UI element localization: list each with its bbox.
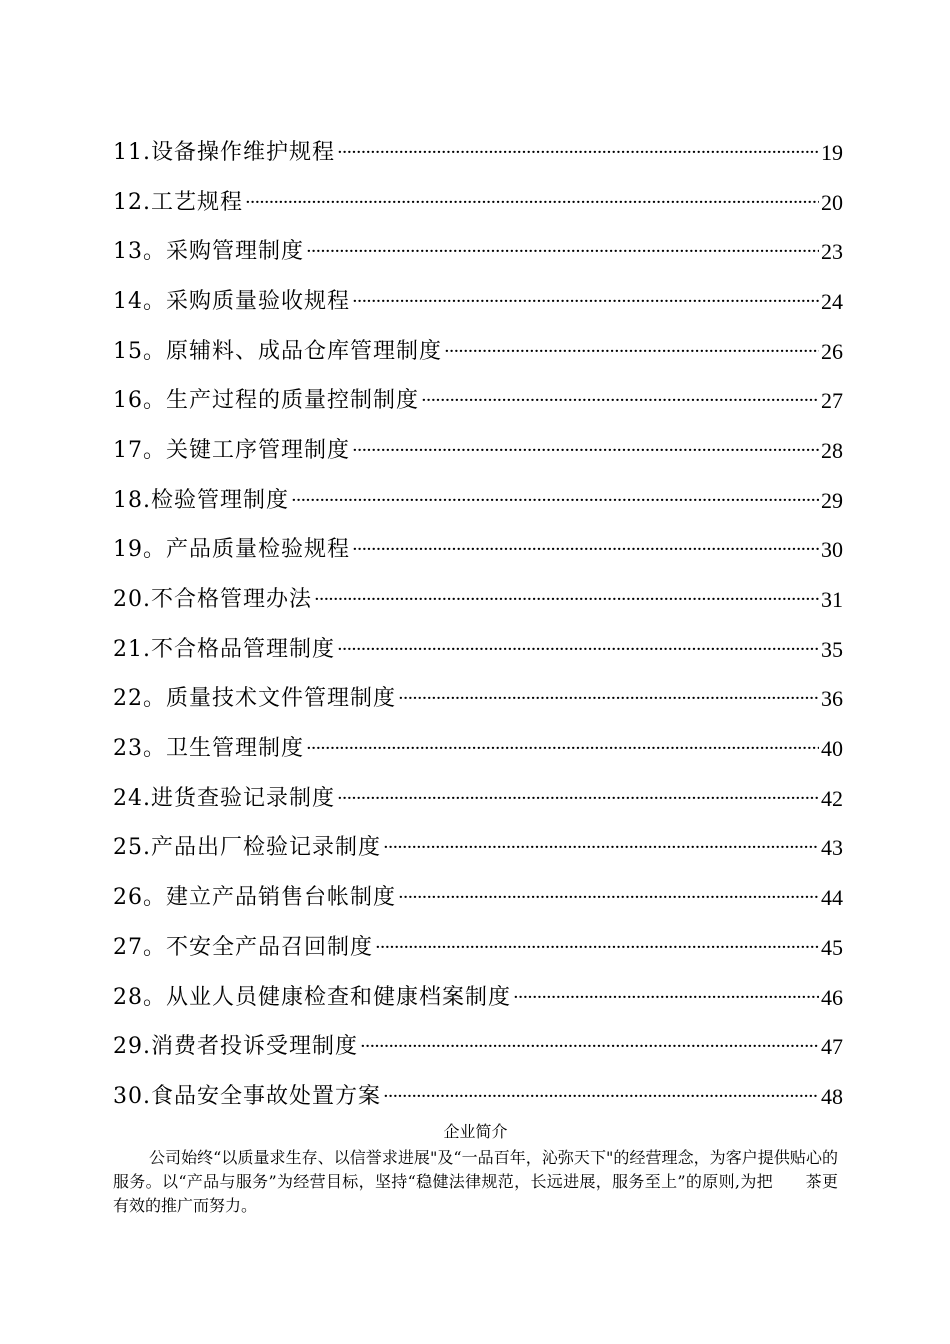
toc-entry-title: 23。卫生管理制度: [113, 736, 304, 762]
toc-entry-title: 11.设备操作维护规程: [113, 139, 335, 165]
toc-leader-dots: [352, 541, 819, 559]
toc-entry-page: 31: [821, 587, 843, 613]
toc-entry-page: 40: [821, 736, 843, 762]
toc-entry-title: 12.工艺规程: [113, 189, 243, 215]
toc-leader-dots: [360, 1038, 819, 1056]
toc-entry[interactable]: [113, 376, 843, 426]
toc-entry-page: 35: [821, 636, 843, 662]
toc-entry[interactable]: [113, 277, 843, 327]
toc-entry[interactable]: [113, 873, 843, 923]
toc-entry[interactable]: [113, 774, 843, 824]
toc-entry-title: 29.消费者投诉受理制度: [113, 1034, 358, 1060]
toc-entry[interactable]: [113, 526, 843, 576]
toc-entry-title: 25.产品出厂检验记录制度: [113, 835, 381, 861]
toc-entry[interactable]: [113, 1072, 843, 1122]
toc-leader-dots: [245, 194, 819, 212]
toc-leader-dots: [383, 1088, 819, 1106]
toc-entry[interactable]: [113, 227, 843, 277]
toc-entry-title: 21.不合格品管理制度: [113, 636, 335, 662]
toc-entry-page: 29: [821, 487, 843, 513]
toc-entry[interactable]: [113, 178, 843, 228]
toc-entry-page: 44: [821, 885, 843, 911]
toc-leader-dots: [314, 591, 819, 609]
toc-leader-dots: [375, 939, 819, 957]
toc-entry-page: 48: [821, 1083, 843, 1109]
toc-entry-page: 20: [821, 189, 843, 215]
toc-entry-page: 43: [821, 835, 843, 861]
intro-body: 公司始终“以质量求生存、以信誉求进展"及“一品百年，沁弥天下"的经营理念，为客户提供贴心的服务。以“产品与服务”为经营目标，坚持“稳健法律规范，长远进展，服务至上”的原则,为把 茶更有效的推广而努力。: [113, 1148, 838, 1215]
toc-entry-title: 18.检验管理制度: [113, 487, 289, 513]
toc-entry-title: 14。采购质量验收规程: [113, 288, 350, 314]
toc-entry-page: 47: [821, 1034, 843, 1060]
toc-entry[interactable]: [113, 426, 843, 476]
company-intro: [113, 1120, 838, 1218]
toc-entry[interactable]: [113, 675, 843, 725]
toc-entry-title: 27。不安全产品召回制度: [113, 934, 373, 960]
toc-leader-dots: [337, 641, 819, 659]
toc-entry-page: 45: [821, 934, 843, 960]
toc-entry-page: 26: [821, 338, 843, 364]
toc-entry[interactable]: [113, 327, 843, 377]
toc-leader-dots: [352, 442, 819, 460]
toc-leader-dots: [337, 144, 819, 162]
toc-leader-dots: [383, 839, 819, 857]
toc-entry-page: 30: [821, 537, 843, 563]
toc-leader-dots: [398, 690, 819, 708]
toc-entry-title: 15。原辅料、成品仓库管理制度: [113, 338, 442, 364]
toc-entry-title: 16。生产过程的质量控制制度: [113, 388, 419, 414]
toc-leader-dots: [398, 889, 819, 907]
toc-entry[interactable]: [113, 476, 843, 526]
toc-entry-title: 22。质量技术文件管理制度: [113, 686, 396, 712]
toc-leader-dots: [352, 293, 819, 311]
toc-entry-title: 30.食品安全事故处置方案: [113, 1083, 381, 1109]
toc-entry-page: 24: [821, 288, 843, 314]
toc-leader-dots: [513, 989, 819, 1007]
toc-entry-title: 24.进货查验记录制度: [113, 785, 335, 811]
toc-entry[interactable]: [113, 724, 843, 774]
toc-entry[interactable]: [113, 824, 843, 874]
toc-leader-dots: [444, 343, 819, 361]
table-of-contents: [113, 128, 843, 1122]
toc-entry-page: 36: [821, 686, 843, 712]
toc-leader-dots: [306, 740, 819, 758]
toc-entry[interactable]: [113, 973, 843, 1023]
intro-title: 企业简介: [443, 1122, 508, 1141]
toc-entry-title: 26。建立产品销售台帐制度: [113, 885, 396, 911]
toc-leader-dots: [291, 492, 819, 510]
toc-leader-dots: [337, 790, 819, 808]
toc-entry-page: 23: [821, 239, 843, 265]
toc-entry[interactable]: [113, 923, 843, 973]
toc-entry-page: 19: [821, 139, 843, 165]
toc-entry-title: 20.不合格管理办法: [113, 587, 312, 613]
toc-leader-dots: [421, 392, 819, 410]
toc-entry[interactable]: [113, 128, 843, 178]
toc-entry-page: 28: [821, 437, 843, 463]
toc-entry-title: 19。产品质量检验规程: [113, 537, 350, 563]
toc-entry-title: 28。从业人员健康检查和健康档案制度: [113, 984, 511, 1010]
toc-entry[interactable]: [113, 575, 843, 625]
toc-entry[interactable]: [113, 1022, 843, 1072]
toc-entry-page: 46: [821, 984, 843, 1010]
toc-entry-page: 42: [821, 785, 843, 811]
toc-leader-dots: [306, 243, 819, 261]
toc-entry-title: 17。关键工序管理制度: [113, 437, 350, 463]
toc-entry[interactable]: [113, 625, 843, 675]
toc-entry-page: 27: [821, 388, 843, 414]
toc-entry-title: 13。采购管理制度: [113, 239, 304, 265]
